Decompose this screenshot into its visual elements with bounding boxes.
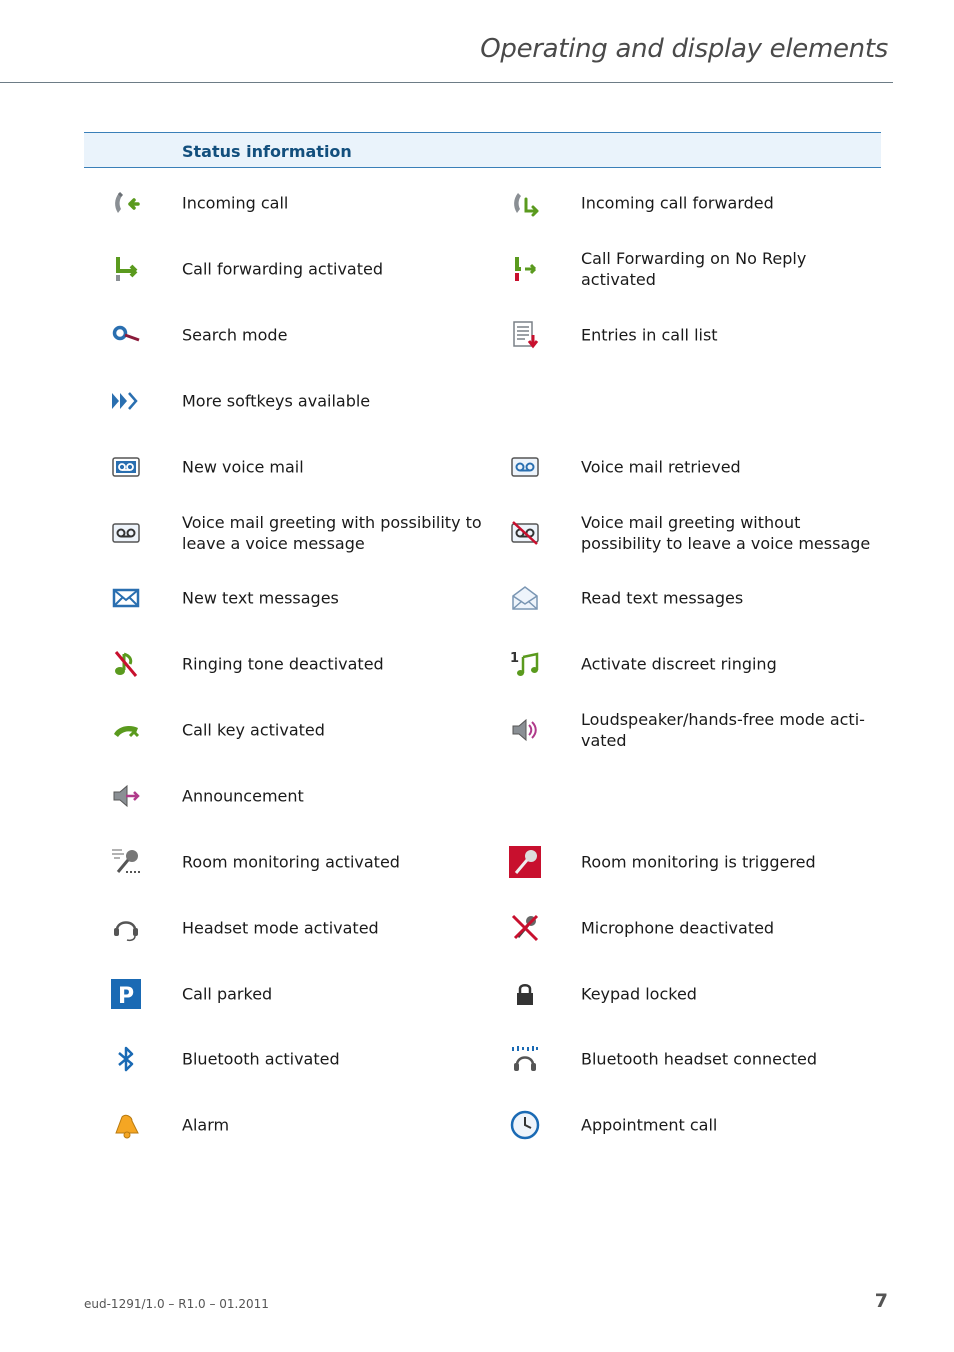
headset-icon	[110, 912, 142, 944]
status-entry-label: Read text messages	[581, 588, 744, 608]
incoming-call-forwarded-icon	[509, 187, 541, 219]
status-entry-label: Bluetooth activated	[182, 1049, 340, 1069]
status-entry-right	[499, 442, 889, 492]
bluetooth-headset-icon	[509, 1043, 541, 1075]
status-entry-left	[100, 376, 490, 426]
status-entry-left	[100, 837, 490, 887]
alarm-icon	[110, 1109, 142, 1141]
status-entry-label: Ringing tone deactivated	[182, 654, 384, 674]
status-entry-label: Call parked	[182, 984, 273, 1004]
status-entry-right	[499, 639, 889, 689]
call-key-icon	[110, 714, 142, 746]
room-monitoring-triggered-icon	[509, 846, 541, 878]
status-entry-right	[499, 178, 889, 228]
status-entry-label: Appointment call	[581, 1115, 718, 1135]
voice-mail-retrieved-icon	[509, 451, 541, 483]
status-entry-label: Voice mail greeting without possibility to leave a voice message	[581, 513, 871, 553]
room-monitoring-icon	[110, 846, 142, 878]
announcement-icon	[110, 780, 142, 812]
more-softkeys-icon	[110, 385, 142, 417]
status-entry-label: Search mode	[182, 325, 288, 345]
status-entry-label: More softkeys available	[182, 391, 371, 411]
status-entry-left	[100, 310, 490, 360]
call-forwarding-no-reply-icon	[509, 253, 541, 285]
status-entry-right	[499, 705, 889, 755]
status-entry-label: Call Forwarding on No Reply activated	[581, 249, 807, 289]
status-entry-right	[499, 1100, 889, 1150]
clock-icon	[509, 1109, 541, 1141]
status-entry-label: Activate discreet ringing	[581, 654, 777, 674]
header-rule	[0, 82, 893, 83]
svg-text:P: P	[117, 984, 135, 1009]
voice-mail-new-icon	[110, 451, 142, 483]
search-icon	[110, 319, 142, 351]
status-entry-label: Call forwarding activated	[182, 259, 383, 279]
status-entry-right	[499, 969, 889, 1019]
status-entry-left	[100, 178, 490, 228]
status-entry-label: Keypad locked	[581, 984, 697, 1004]
incoming-call-icon	[110, 187, 142, 219]
status-entry-label: Alarm	[182, 1115, 230, 1135]
voice-mail-greeting-icon	[110, 517, 142, 549]
envelope-read-icon	[509, 582, 541, 614]
status-entry-right	[499, 1034, 889, 1084]
loudspeaker-icon	[509, 714, 541, 746]
status-entry-right	[499, 310, 889, 360]
status-entry-label: Loudspeaker/hands-free mode acti- vated	[581, 710, 865, 750]
status-entry-label: Room monitoring is triggered	[581, 852, 816, 872]
envelope-new-icon	[110, 582, 142, 614]
status-entry-label: Voice mail retrieved	[581, 457, 741, 477]
status-entry-left	[100, 969, 490, 1019]
status-entry-left	[100, 771, 490, 821]
call-parked-icon	[110, 978, 142, 1010]
status-entry-label: Microphone deactivated	[581, 918, 775, 938]
status-entry-right	[499, 573, 889, 623]
status-entry-label: Headset mode activated	[182, 918, 379, 938]
status-entry-left	[100, 508, 490, 558]
status-entry-left	[100, 1034, 490, 1084]
call-list-icon	[509, 319, 541, 351]
ringing-off-icon	[110, 648, 142, 680]
status-entry-left	[100, 1100, 490, 1150]
voice-mail-greeting-disabled-icon	[509, 517, 541, 549]
status-entry-label: Incoming call forwarded	[581, 193, 774, 213]
page-number: 7	[874, 1290, 888, 1312]
status-entry-left	[100, 573, 490, 623]
discreet-ringing-icon	[509, 648, 541, 680]
status-entry-label: New voice mail	[182, 457, 304, 477]
status-entry-label: Room monitoring activated	[182, 852, 400, 872]
bluetooth-icon	[110, 1043, 142, 1075]
status-entry-label: Incoming call	[182, 193, 289, 213]
lock-icon	[509, 978, 541, 1010]
section-title: Status information	[182, 142, 352, 161]
status-entry-right	[499, 837, 889, 887]
status-entry-right	[499, 508, 889, 558]
status-entry-label: New text messages	[182, 588, 339, 608]
call-forwarding-icon	[110, 253, 142, 285]
status-entry-left	[100, 639, 490, 689]
status-entry-left	[100, 705, 490, 755]
status-entry-left	[100, 903, 490, 953]
section-header	[84, 132, 881, 168]
status-entry-label: Announcement	[182, 786, 304, 806]
status-entry-label: Voice mail greeting with possibility to leave a voice message	[182, 513, 482, 553]
microphone-off-icon	[509, 912, 541, 944]
status-entry-label: Bluetooth headset connected	[581, 1049, 818, 1069]
status-entry-left	[100, 244, 490, 294]
status-entry-label: Call key activated	[182, 720, 325, 740]
status-entry-label: Entries in call list	[581, 325, 718, 345]
status-entry-right	[499, 244, 889, 294]
status-entry-left	[100, 442, 490, 492]
status-entry-right	[499, 903, 889, 953]
svg-text:1: 1	[510, 651, 520, 666]
footer-id: eud-1291/1.0 – R1.0 – 01.2011	[84, 1297, 269, 1311]
page-title: Operating and display elements	[480, 34, 888, 64]
